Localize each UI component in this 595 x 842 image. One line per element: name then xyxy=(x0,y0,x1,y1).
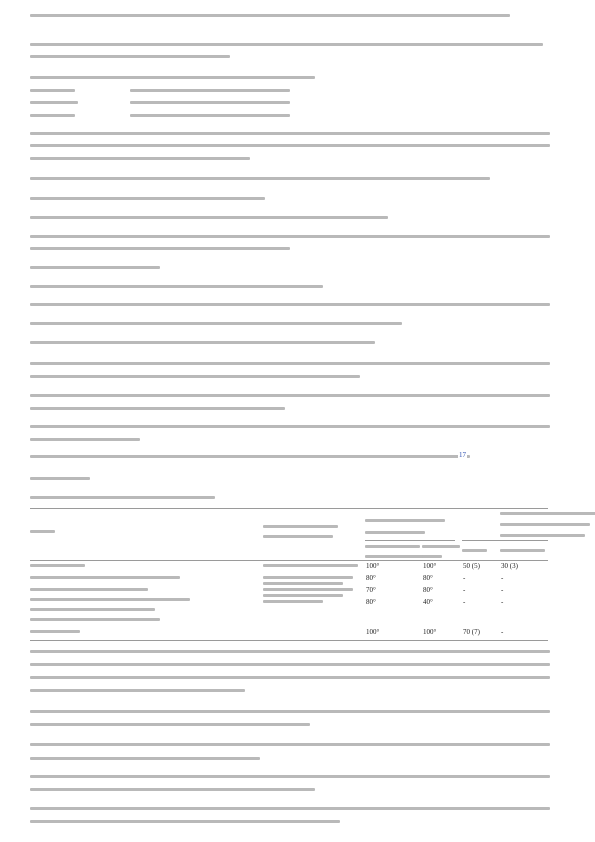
text-line xyxy=(30,425,550,428)
text-line xyxy=(30,477,90,480)
text-line xyxy=(30,788,315,791)
text-line xyxy=(30,723,310,726)
text-line xyxy=(30,43,543,46)
table-row-line xyxy=(263,576,353,579)
table-cell: 80° xyxy=(423,586,433,594)
text-line xyxy=(30,650,550,653)
table-cell: 80° xyxy=(366,574,376,582)
text-line xyxy=(30,496,215,499)
table-header-line xyxy=(500,534,585,537)
text-line xyxy=(30,775,550,778)
table-header-line xyxy=(422,555,442,558)
table-header-line xyxy=(365,555,425,558)
table-header-line xyxy=(365,531,425,534)
text-line xyxy=(30,197,265,200)
table-header-line xyxy=(263,525,338,528)
table-cell: 100° xyxy=(366,562,380,570)
table-row-label-line xyxy=(30,576,180,579)
text-line xyxy=(30,235,550,238)
table-header-line xyxy=(365,519,445,522)
table-cell: - xyxy=(463,598,466,606)
text-line xyxy=(30,710,550,713)
table-cell: - xyxy=(501,628,504,636)
text-line xyxy=(30,362,550,365)
table-header-line xyxy=(30,530,55,533)
text-line xyxy=(30,663,550,666)
text-line xyxy=(30,820,340,823)
table-row-line xyxy=(263,600,323,603)
table-rule xyxy=(30,560,548,561)
text-line xyxy=(30,55,230,58)
text-line xyxy=(30,114,75,117)
text-line xyxy=(30,14,510,17)
table-cell: 50 (5) xyxy=(463,562,480,570)
table-row-line xyxy=(263,588,353,591)
table-rule xyxy=(30,640,548,641)
table-header-line xyxy=(365,545,420,548)
text-line xyxy=(30,322,402,325)
text-line xyxy=(30,144,550,147)
text-line xyxy=(30,89,75,92)
text-line xyxy=(30,807,550,810)
table-reference: 17 xyxy=(459,451,466,459)
table-cell: 100° xyxy=(423,562,437,570)
table-row-label-line xyxy=(30,598,190,601)
text-line xyxy=(30,285,323,288)
text-line xyxy=(30,394,550,397)
table-header-line xyxy=(500,512,595,515)
table-header-line xyxy=(500,523,590,526)
table-cell: - xyxy=(501,586,504,594)
text-line xyxy=(30,216,388,219)
table-row-line xyxy=(263,594,343,597)
text-line xyxy=(130,89,290,92)
table-header-line xyxy=(462,549,487,552)
table-rule xyxy=(365,540,455,541)
text-line xyxy=(30,689,245,692)
table-cell: 70° xyxy=(366,586,376,594)
table-row-label-line xyxy=(30,588,148,591)
table-row-line xyxy=(263,582,343,585)
table-cell: - xyxy=(463,574,466,582)
text-line xyxy=(30,438,140,441)
text-line xyxy=(30,247,290,250)
text-line xyxy=(30,76,315,79)
table-cell: - xyxy=(463,586,466,594)
table-row-label-line xyxy=(30,618,160,621)
text-line xyxy=(30,407,285,410)
text-line xyxy=(30,101,78,104)
table-row-label-line xyxy=(30,608,155,611)
text-line xyxy=(30,177,490,180)
text-line xyxy=(30,303,550,306)
table-cell: 70 (7) xyxy=(463,628,480,636)
text-line xyxy=(130,101,290,104)
table-cell: 100° xyxy=(423,628,437,636)
table-header-line xyxy=(500,549,545,552)
table-cell: 80° xyxy=(366,598,376,606)
text-line xyxy=(30,676,550,679)
text-line xyxy=(30,455,470,458)
text-line xyxy=(30,157,250,160)
text-line xyxy=(30,341,375,344)
text-line xyxy=(30,375,360,378)
table-rule xyxy=(462,540,548,541)
table-row-label-line xyxy=(30,630,80,633)
table-cell: - xyxy=(501,574,504,582)
table-header-line xyxy=(263,535,333,538)
table-rule xyxy=(30,508,548,509)
table-cell: 100° xyxy=(366,628,380,636)
table-row-line xyxy=(263,564,358,567)
table-cell: 30 (3) xyxy=(501,562,518,570)
table-cell: 40° xyxy=(423,598,433,606)
table-cell: 80° xyxy=(423,574,433,582)
text-line xyxy=(30,743,550,746)
text-line xyxy=(130,114,290,117)
table-header-line xyxy=(422,545,460,548)
text-line xyxy=(30,266,160,269)
table-cell: - xyxy=(501,598,504,606)
text-line xyxy=(30,132,550,135)
text-line xyxy=(30,757,260,760)
table-row-label-line xyxy=(30,564,85,567)
